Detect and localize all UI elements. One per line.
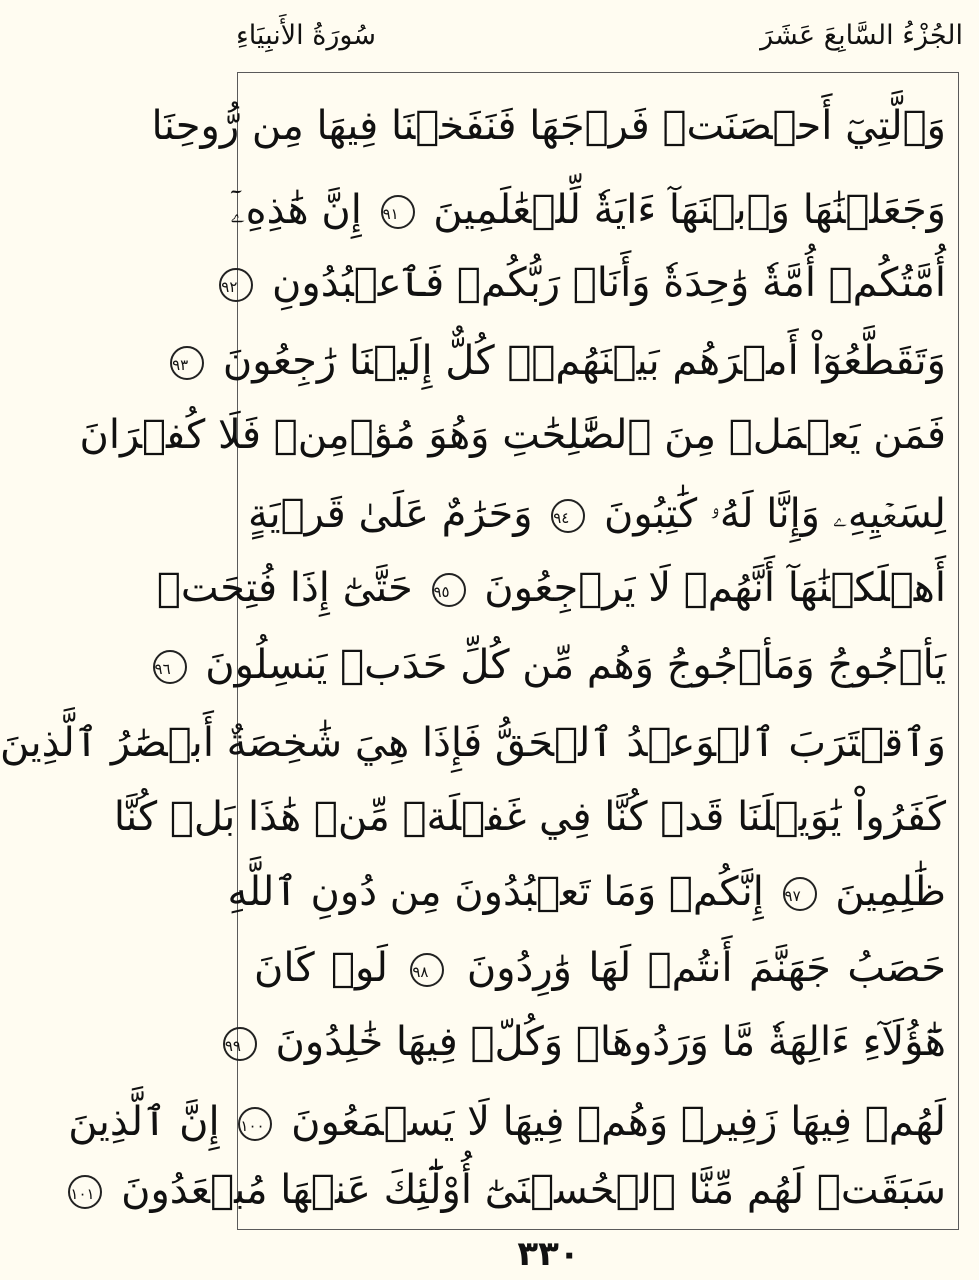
page-header — [118, 14, 979, 64]
line-text: أَهۡلَكۡنَٰهَآ أَنَّهُمۡ لَا يَرۡجِعُونَ — [484, 565, 946, 611]
line-text: حَتَّىٰٓ إِذَا فُتِحَتۡ — [156, 565, 413, 611]
ayah-number-marker: ١٠٠ — [238, 1107, 272, 1141]
ayah-number-marker: ٩٨ — [410, 953, 444, 987]
line-text: يَأۡجُوجُ وَمَأۡجُوجُ وَهُم مِّن كُلِّ حَدَبٖ يَنسِلُونَ — [205, 642, 946, 688]
verse-line — [151, 96, 946, 156]
juz-name: الجُزْءُ السَّابِعَ عَشَرَ — [760, 20, 963, 51]
verse-line — [70, 1160, 946, 1220]
line-text: وَٱقۡتَرَبَ ٱلۡوَعۡدُ ٱلۡحَقُّ فَإِذَا هِيَ شَٰخِصَةٌ أَبۡصَٰرُ ٱلَّذِينَ — [0, 720, 946, 766]
verse-line — [230, 180, 946, 240]
line-text: حَصَبُ جَهَنَّمَ أَنتُمۡ لَهَا وَٰرِدُونَ — [466, 945, 947, 991]
line-text: كَفَرُواْ يَٰوَيۡلَنَا قَدۡ كُنَّا فِي غَفۡلَةٖ مِّنۡ هَٰذَا بَلۡ كُنَّا — [113, 794, 946, 840]
ayah-number-marker: ٩٥ — [432, 573, 466, 607]
line-text: لَهُمۡ فِيهَا زَفِيرٞ وَهُمۡ فِيهَا لَا يَسۡمَعُونَ — [291, 1099, 946, 1145]
verse-line — [79, 405, 946, 465]
line-text: إِنَّكُمۡ وَمَا تَعۡبُدُونَ مِن دُونِ ٱللَّهِ — [227, 869, 764, 915]
line-text: أُمَّتُكُمۡ أُمَّةٗ وَٰحِدَةٗ وَأَنَا۠ رَبُّكُمۡ فَٱعۡبُدُونِ — [272, 260, 946, 306]
ayah-number-marker: ٩٩ — [223, 1027, 257, 1061]
line-text: فَمَن يَعۡمَلۡ مِنَ ٱلصَّٰلِحَٰتِ وَهُوَ مُؤۡمِنٞ فَلَا كُفۡرَانَ — [79, 412, 946, 458]
verse-line — [248, 484, 946, 544]
ayah-number-marker: ٩٤ — [551, 499, 585, 533]
verse-line — [0, 713, 946, 773]
line-text: هَٰٓؤُلَآءِ ءَالِهَةٗ مَّا وَرَدُوهَاۖ وَكُلّٞ فِيهَا خَٰلِدُونَ — [275, 1019, 946, 1065]
line-text: سَبَقَتۡ لَهُم مِّنَّا ٱلۡحُسۡنَىٰٓ أُوْلَٰٓئِكَ عَنۡهَا مُبۡعَدُونَ — [121, 1167, 946, 1213]
verse-line — [156, 558, 946, 618]
ayah-number-marker: ٩٦ — [153, 650, 187, 684]
line-text: ظَٰلِمِينَ — [835, 869, 946, 915]
verse-line — [172, 331, 946, 391]
ayah-number-marker: ٩١ — [381, 195, 415, 229]
verse-line — [113, 787, 946, 847]
line-text: وَحَرَٰمٌ عَلَىٰ قَرۡيَةٍ — [248, 491, 533, 537]
verse-line — [154, 635, 946, 695]
line-text: لِسَعۡيِهِۦ وَإِنَّا لَهُۥ كَٰتِبُونَ — [603, 491, 946, 537]
ayah-number-marker: ٩٣ — [170, 346, 204, 380]
line-text: إِنَّ ٱلَّذِينَ — [68, 1099, 220, 1145]
ayah-number-marker: ٩٢ — [219, 268, 253, 302]
verse-line — [224, 1012, 946, 1072]
page-number: ٣٣٠ — [517, 1234, 580, 1274]
line-text: لَوۡ كَانَ — [254, 945, 388, 991]
verse-line — [68, 1092, 946, 1152]
line-text: وَجَعَلۡنَٰهَا وَٱبۡنَهَآ ءَايَةٗ لِّلۡعَٰلَمِينَ — [433, 187, 946, 233]
ayah-number-marker: ٩٧ — [783, 877, 817, 911]
ayah-number-marker: ١٠١ — [68, 1175, 102, 1209]
verse-line — [254, 938, 946, 998]
line-text: وَٱلَّتِيٓ أَحۡصَنَتۡ فَرۡجَهَا فَنَفَخۡنَا فِيهَا مِن رُّوحِنَا — [151, 103, 946, 149]
line-text: وَتَقَطَّعُوٓاْ أَمۡرَهُم بَيۡنَهُمۡۖ كُلٌّ إِلَيۡنَا رَٰجِعُونَ — [222, 338, 946, 384]
verse-line — [227, 862, 946, 922]
line-text: إِنَّ هَٰذِهِۦٓ — [230, 187, 362, 233]
verse-line — [221, 253, 946, 313]
surah-name: سُورَةُ الأَنبِيَاءِ — [236, 20, 376, 51]
